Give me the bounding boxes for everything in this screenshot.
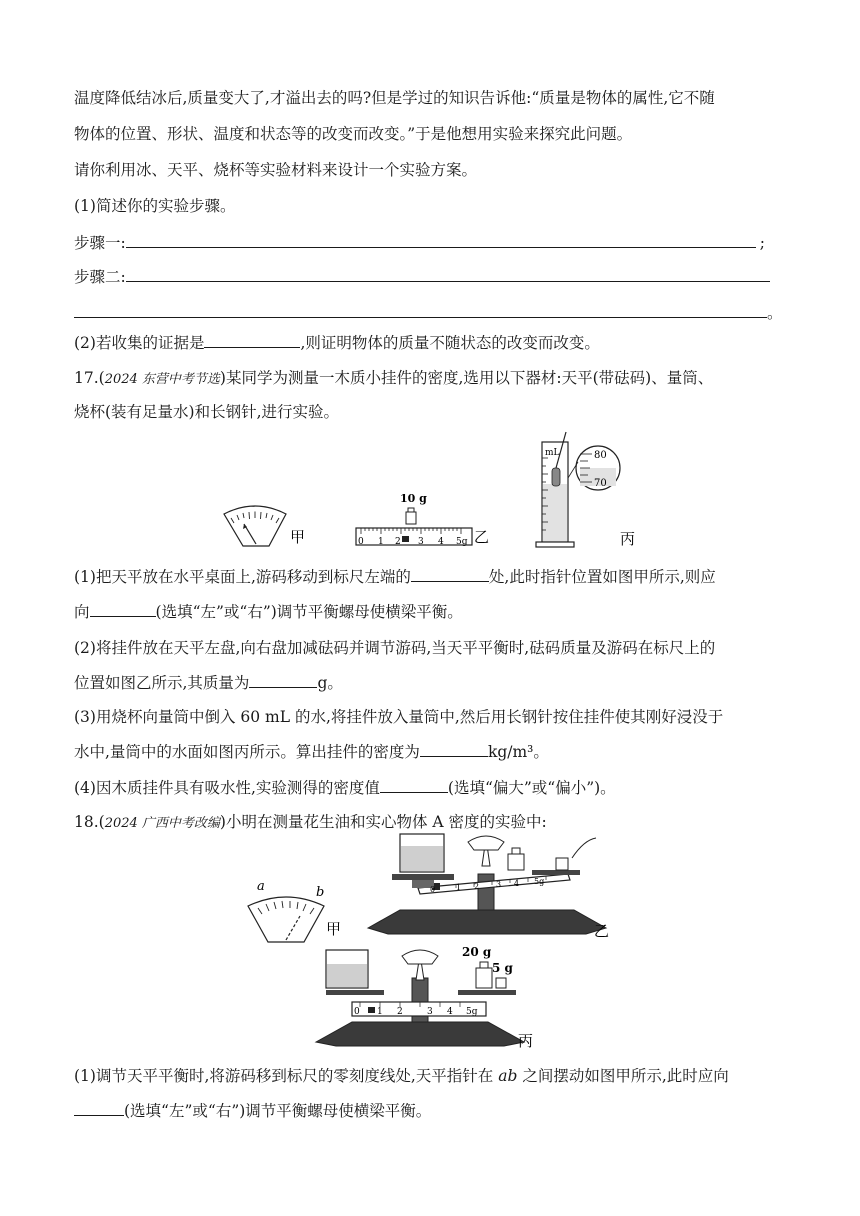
step2-answer-blank[interactable] [126,266,770,282]
fig18-yi-tick-5g: 5g [534,877,545,886]
q17-3-suffix: kg/m³。 [487,743,549,761]
step1-end: ; [759,234,765,252]
q18-1-ab: ab [498,1067,518,1085]
figure-18 [0,830,860,1058]
q17-2-suffix: g。 [317,674,343,692]
fig18-bing-tick-3: 3 [427,1007,433,1017]
fig18-bing-tick-2: 2 [397,1007,403,1017]
fig18-yi-tick-2: 2 [474,882,480,891]
q17-part-2-line-2 [74,672,343,693]
q18-source: 2024 广西中考改编 [104,816,220,831]
fig18-balance-yi [368,834,606,934]
q16-part-2 [74,332,600,353]
q17-1-answer-blank-1[interactable] [411,566,489,582]
fig17-label-jia: 甲 [290,528,306,546]
q16-2-answer-blank[interactable] [204,332,300,348]
fig18-label-a: a [257,879,265,894]
fig18-label-b: b [316,885,325,900]
q17-2-prefix: 位置如图乙所示,其质量为 [74,674,250,692]
q18-1-prefix: (1)调节天平平衡时,将游码移到标尺的零刻度线处,天平指针在 [74,1067,499,1085]
q17-1-mid: 处,此时指针位置如图甲所示,则应 [488,568,716,586]
fig17-label-yi: 乙 [474,528,490,546]
fig18-bing-tick-4: 4 [447,1007,453,1017]
q17-part-3-line-2 [74,741,549,762]
fig17-cylinder-70: 70 [594,478,607,489]
figure-17 [0,428,860,553]
fig17-weight-10g [406,508,416,524]
fig17-weight-label: 10 g [400,492,427,505]
q18-1-suffix: (选填“左”或“右”)调节平衡螺母使横梁平衡。 [124,1102,432,1120]
step2-row-cont [74,302,783,323]
fig18-bing-tick-0: 0 [354,1007,360,1017]
q16-part-1: (1)简述你的实验步骤。 [74,197,236,215]
q18-1-mid: 之间摆动如图甲所示,此时应向 [517,1067,729,1085]
q16-text-line-2: 物体的位置、形状、温度和状态等的改变而改变。”于是他想用实验来探究此问题。 [74,125,633,143]
fig18-label-jia: 甲 [326,920,342,938]
step1-row [74,232,765,253]
q17-part-1-line-1 [74,566,716,587]
fig18-weight-20g: 20 g [462,945,492,959]
q17-4-answer-blank[interactable] [380,777,448,793]
q17-stem-line-2: 烧杯(装有足量水)和长钢针,进行实验。 [74,403,340,421]
q17-part-4 [74,777,616,798]
q17-number: 17.( [74,369,105,387]
fig17-tick-5g: 5g [456,537,468,547]
fig17-tick-0: 0 [358,537,364,547]
step1-label: 步骤一: [74,234,126,252]
q17-1-direction-prefix: 向 [74,603,90,621]
fig18-pointer-dial [248,897,324,942]
fig17-tick-1: 1 [378,537,384,547]
q18-part-1-line-2 [74,1100,431,1121]
fig17-tick-4: 4 [438,537,444,547]
fig18-yi-tick-4: 4 [514,879,520,888]
fig17-tick-3: 3 [418,537,424,547]
q16-instruction: 请你利用冰、天平、烧杯等实验材料来设计一个实验方案。 [74,161,478,179]
q17-stem-line-1 [74,368,713,390]
fig17-pointer-dial [224,506,286,546]
step2-row [74,266,770,287]
step2-label: 步骤二: [74,268,126,286]
fig18-weight-5g: 5 g [492,961,513,975]
q17-stem-text: )某同学为测量一木质小挂件的密度,选用以下器材:天平(带砝码)、量筒、 [219,369,714,387]
fig18-label-bing: 丙 [518,1032,534,1050]
q17-2-answer-blank[interactable] [249,672,317,688]
fig18-yi-tick-0: 0 [430,885,436,894]
q17-3-answer-blank[interactable] [420,741,488,757]
fig17-cylinder-unit: mL [545,448,560,458]
fig17-tick-2: 2 [395,537,401,547]
step2-end: 。 [767,304,783,322]
q17-1-suffix: (选填“左”或“右”)调节平衡螺母使横梁平衡。 [155,603,463,621]
q18-number: 18.( [74,813,105,831]
step1-answer-blank[interactable] [126,232,756,248]
q17-1-answer-blank-2[interactable] [90,601,156,617]
fig18-bing-tick-5g: 5g [466,1007,478,1017]
q17-part-2-line-1: (2)将挂件放在天平左盘,向右盘加减砝码并调节游码,当天平平衡时,砝码质量及游码在标尺上的 [74,639,716,657]
fig18-label-yi: 乙 [594,922,610,940]
fig18-yi-tick-3: 3 [496,880,502,889]
q16-2-prefix: (2)若收集的证据是 [74,334,205,352]
q17-3-prefix: 水中,量筒中的水面如图丙所示。算出挂件的密度为 [74,743,420,761]
q17-part-1-line-2 [74,601,463,622]
fig18-bing-tick-1: 1 [377,1007,383,1017]
q18-stem-text: )小明在测量花生油和实心物体 A 密度的实验中: [219,813,547,831]
fig17-label-bing: 丙 [620,530,636,548]
q17-4-suffix: (选填“偏大”或“偏小”)。 [447,779,616,797]
q18-1-answer-blank[interactable] [74,1100,124,1116]
fig18-yi-tick-1: 1 [456,883,462,892]
q17-source: 2024 东营中考节选 [104,372,220,387]
q17-4-prefix: (4)因木质挂件具有吸水性,实验测得的密度值 [74,779,380,797]
q17-1-prefix: (1)把天平放在水平桌面上,游码移动到标尺左端的 [74,568,411,586]
q16-text-line-1: 温度降低结冰后,质量变大了,才溢出去的吗?但是学过的知识告诉他:“质量是物体的属性,它不随 [74,89,715,107]
step2-answer-blank-2[interactable] [74,302,767,318]
fig17-beam-scale [356,528,472,545]
q17-part-3-line-1: (3)用烧杯向量筒中倒入 60 mL 的水,将挂件放入量筒中,然后用长钢针按住挂件使其刚好浸没于 [74,708,724,726]
fig17-cylinder-80: 80 [594,450,607,461]
q16-2-suffix: ,则证明物体的质量不随状态的改变而改变。 [300,334,600,352]
q18-part-1-line-1 [74,1066,729,1086]
